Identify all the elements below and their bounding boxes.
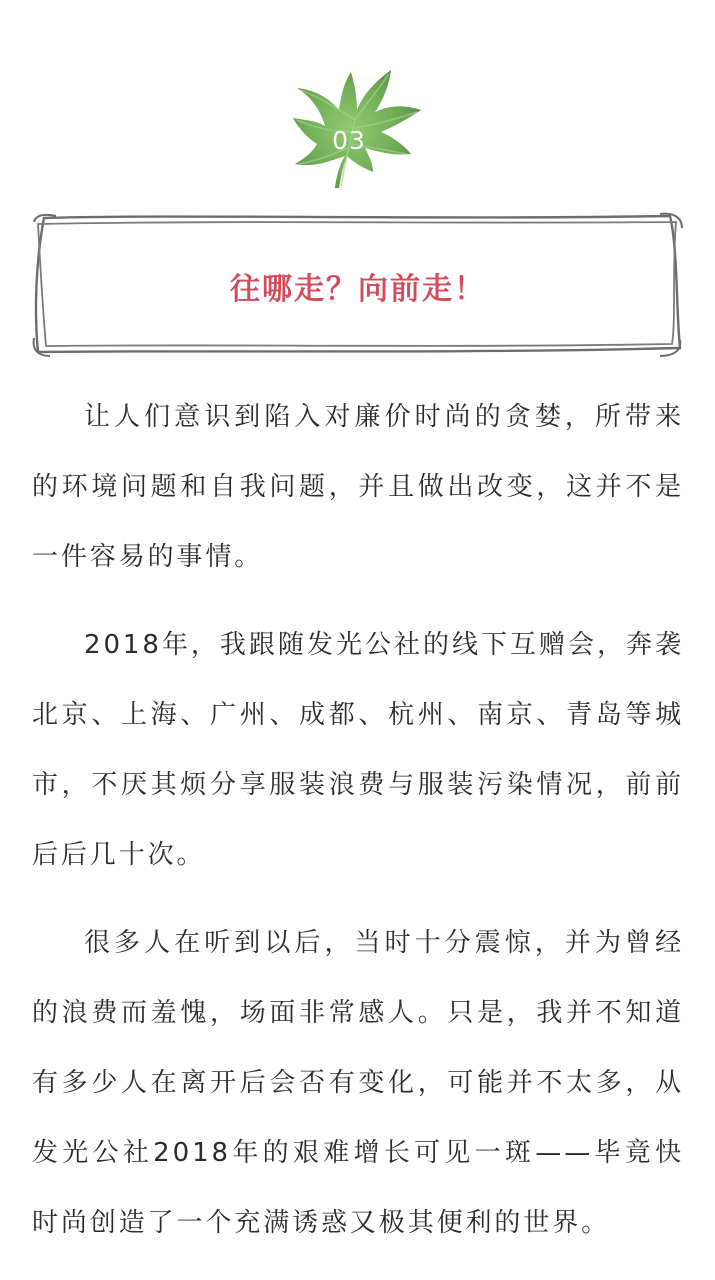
paragraph: 让人们意识到陷入对廉价时尚的贪婪，所带来的环境问题和自我问题，并且做出改变，这并不是一件容易的事情。 [32,402,684,572]
paragraph: 很多人在听到以后，当时十分震惊，并为曾经的浪费而羞愧，场面非常感人。只是，我并不知道有多少人在离开后会否有变化，可能并不太多，从发光公社2018年的艰难增长可见一斑——毕竟快时尚创造了一个充满诱惑又极其便利的世界。 [32,928,684,1238]
article-body [32,382,684,1276]
section-title: 往哪走？向前走！ [230,272,486,307]
title-frame [30,210,686,358]
paragraph: 2018年，我跟随发光公社的线下互赠会，奔袭北京、上海、广州、成都、杭州、南京、青岛等城市，不厌其烦分享服装浪费与服装污染情况，前前后后几十次。 [32,630,684,870]
section-header [285,64,430,192]
section-number: 03 [332,126,366,155]
